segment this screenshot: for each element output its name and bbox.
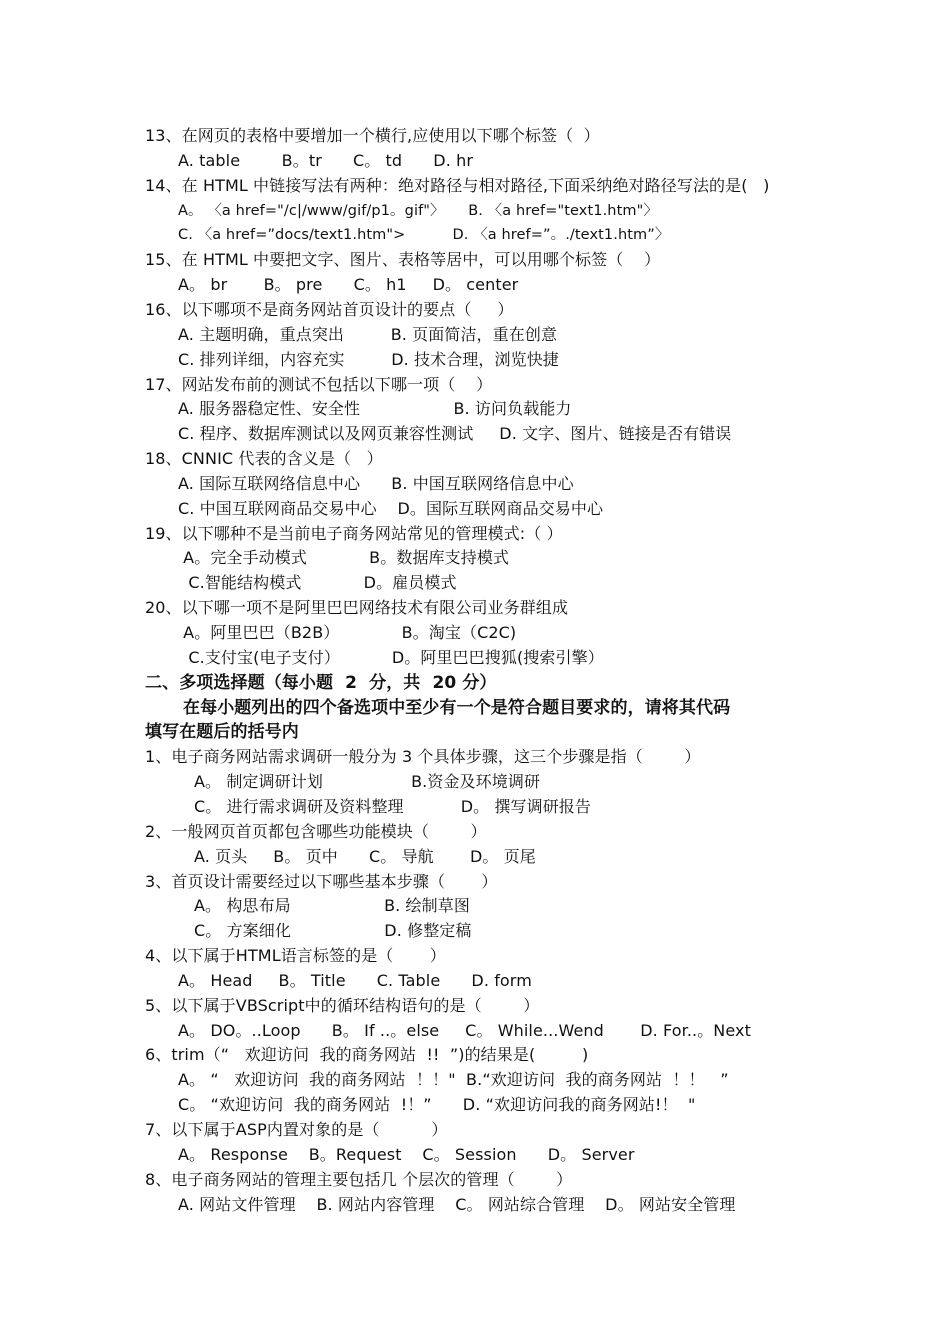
question-text-line: 18、CNNIC 代表的含义是（ ） bbox=[145, 449, 383, 469]
question-text-line: A. 服务器稳定性、安全性 B. 访问负载能力 bbox=[178, 399, 572, 419]
question-text-line: A. 国际互联网络信息中心 B. 中国互联网络信息中心 bbox=[178, 473, 574, 493]
question-text-line: A。阿里巴巴（B2B） B。淘宝（C2C) bbox=[178, 623, 517, 642]
question-text-line: A。 〈a href="/c|/www/gif/p1。gif"〉 B. 〈a href="text1.htm"〉 bbox=[178, 202, 658, 219]
question-text-line: 13、在网页的表格中要增加一个横行,应使用以下哪个标签（ ） bbox=[145, 126, 600, 145]
question-text-line: 2、一般网页首页都包含哪些功能模块（ ） bbox=[145, 821, 487, 841]
question-text-line: 7、以下属于ASP内置对象的是（ ） bbox=[145, 1120, 448, 1139]
question-text-line: 1、电子商务网站需求调研一般分为 3 个具体步骤，这三个步骤是指（ ） bbox=[145, 747, 701, 767]
question-text-line: A。 “ 欢迎访问 我的商务网站 ！！" B.“欢迎访问 我的商务网站 ！！ ” bbox=[178, 1070, 729, 1090]
section-heading-line: 在每小题列出的四个备选项中至少有一个是符合题目要求的，请将其代码 bbox=[183, 697, 731, 718]
section-heading-line: 填写在题后的括号内 bbox=[145, 722, 299, 743]
question-text-line: C. 排列详细，内容充实 D. 技术合理，浏览快捷 bbox=[178, 349, 559, 369]
question-text-line: 17、网站发布前的测试不包括以下哪一项（ ） bbox=[145, 374, 493, 394]
question-text-line: C。 进行需求调研及资料整理 D。 撰写调研报告 bbox=[194, 796, 592, 816]
question-text-line: C. 〈a href=”docs/text1.htm"> D. 〈a href=”。./text1.htm”〉 bbox=[178, 227, 670, 244]
question-text-line: 20、以下哪一项不是阿里巴巴网络技术有限公司业务群组成 bbox=[145, 598, 569, 618]
question-text-line: 5、以下属于VBScript中的循环结构语句的是（ ） bbox=[145, 995, 540, 1015]
question-text-line: 6、trim（“ 欢迎访问 我的商务网站 !! ”)的结果是( ) bbox=[145, 1045, 589, 1065]
question-text-line: 14、在 HTML 中链接写法有两种：绝对路径与相对路径,下面采纳绝对路径写法的是( ) bbox=[145, 175, 770, 195]
question-text-line: C。 方案细化 D. 修整定稿 bbox=[194, 921, 472, 941]
question-text-line: A. 主题明确，重点突出 B. 页面简洁，重在创意 bbox=[178, 324, 558, 344]
question-text-line: 4、以下属于HTML语言标签的是（ ） bbox=[145, 946, 446, 966]
question-text-line: C. 程序、数据库测试以及网页兼容性测试 D. 文字、图片、链接是否有错误 bbox=[178, 424, 732, 444]
question-text-line: A. table B。tr C。 td D. hr bbox=[178, 150, 474, 170]
question-text-line: A。 Head B。 Title C. Table D. form bbox=[178, 970, 532, 990]
question-text-line: A. 网站文件管理 B. 网站内容管理 C。 网站综合管理 D。 网站安全管理 bbox=[178, 1194, 736, 1214]
question-text-line: C. 中国互联网商品交易中心 D。国际互联网商品交易中心 bbox=[178, 498, 604, 518]
question-text-line: A. 页头 B。 页中 C。 导航 D。 页尾 bbox=[194, 846, 536, 866]
question-text-line: A。 制定调研计划 B.资金及环境调研 bbox=[194, 772, 541, 792]
question-text-line: C.支付宝(电子支付） D。阿里巴巴搜狐(搜索引擎） bbox=[178, 647, 604, 667]
question-text-line: A。 DO。..Loop B。 If ..。else C。 While...Wend D. For..。Next bbox=[178, 1020, 751, 1040]
question-text-line: A。完全手动模式 B。数据库支持模式 bbox=[178, 548, 510, 568]
question-text-line: A。 构思布局 B. 绘制草图 bbox=[194, 896, 470, 916]
question-text-line: A。 br B。 pre C。 h1 D。 center bbox=[178, 275, 519, 295]
question-text-line: 15、在 HTML 中要把文字、图片、表格等居中，可以用哪个标签（ ） bbox=[145, 250, 661, 270]
question-text-line: C。 “欢迎访问 我的商务网站 !！” D. “欢迎访问我的商务网站!！ " bbox=[178, 1095, 696, 1115]
question-text-line: 8、电子商务网站的管理主要包括几 个层次的管理（ ） bbox=[145, 1169, 573, 1189]
question-text-line: 3、首页设计需要经过以下哪些基本步骤（ ） bbox=[145, 871, 498, 891]
question-text-line: C.智能结构模式 D。雇员模式 bbox=[178, 573, 457, 593]
question-text-line: A。 Response B。Request C。 Session D。 Server bbox=[178, 1144, 635, 1164]
question-text-line: 19、以下哪种不是当前电子商务网站常见的管理模式:（ ） bbox=[145, 523, 563, 543]
question-text-line: 16、以下哪项不是商务网站首页设计的要点（ ） bbox=[145, 299, 514, 319]
section-heading-line: 二、多项选择题（每小题 2 分，共 20 分） bbox=[145, 672, 497, 693]
